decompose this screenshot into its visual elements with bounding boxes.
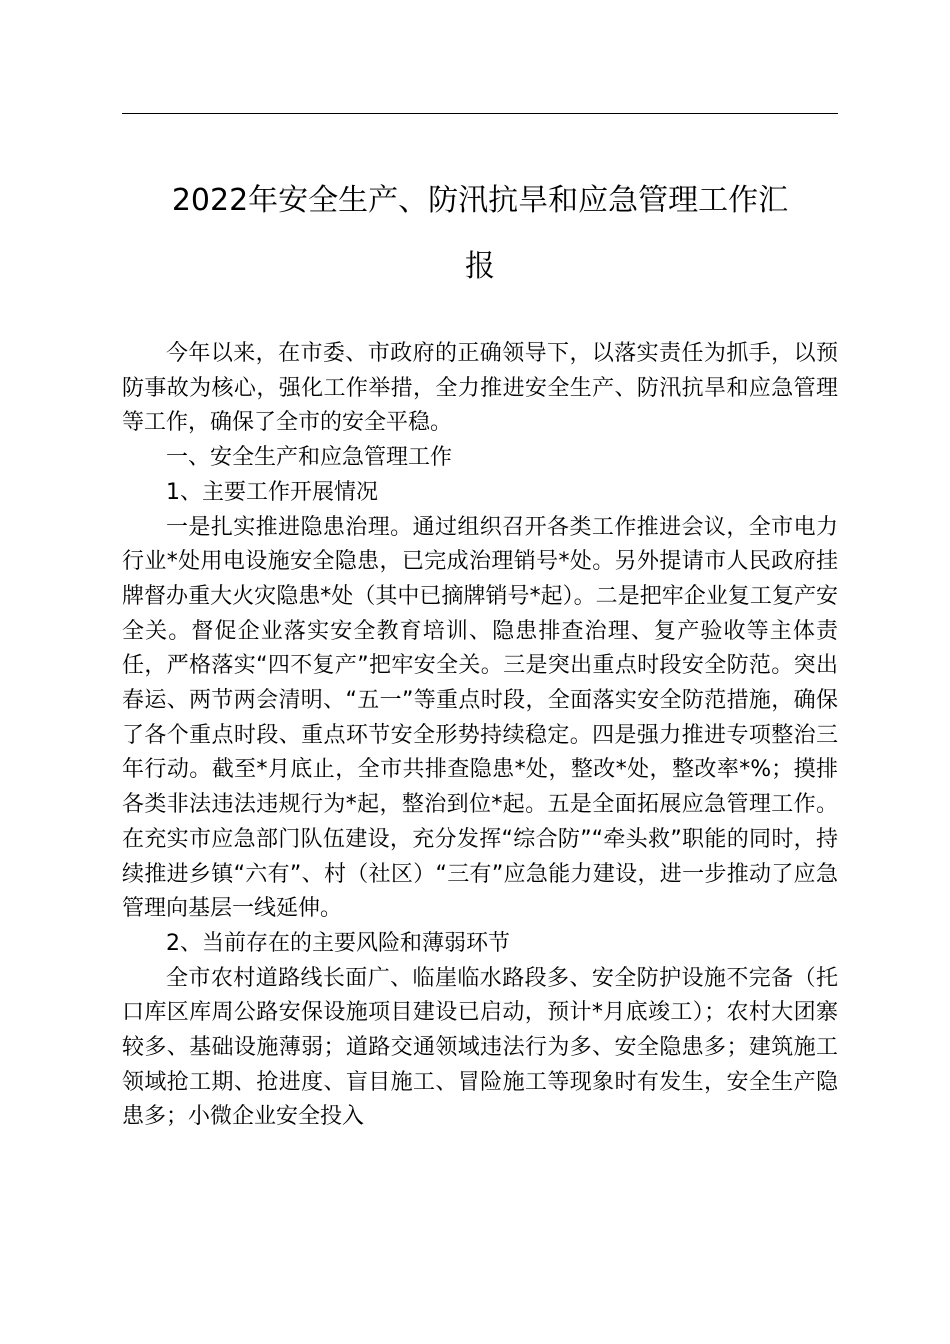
header-rule [122,113,838,114]
subsection-1-heading: 1、主要工作开展情况 [166,479,378,505]
document-body [122,337,838,1135]
intro-paragraph: 今年以来，在市委、市政府的正确领导下，以落实责任为抓手，以预防事故为核心，强化工作举措，全力推进安全生产、防汛抗旱和应急管理等工作，确保了全市的安全平稳。 [122,341,838,436]
title-line-1: 2022年安全生产、防汛抗旱和应急管理工作汇 [171,183,789,218]
title-line-2: 报 [465,249,495,284]
subsection-2-paragraph: 全市农村道路线长面广、临崖临水路段多、安全防护设施不完备（托口库区库周公路安保设施项目建设已启动，预计*月底竣工）；农村大团寨较多、基础设施薄弱；道路交通领域违法行为多、安全隐患多；建筑施工领域抢工期、抢进度、盲目施工、冒险施工等现象时有发生，安全生产隐患多；小微企业安全投入 [122,965,838,1130]
section-1-heading: 一、安全生产和应急管理工作 [166,445,453,471]
subsection-2-heading: 2、当前存在的主要风险和薄弱环节 [166,930,510,956]
subsection-1-paragraph: 一是扎实推进隐患治理。通过组织召开各类工作推进会议，全市电力行业*处用电设施安全隐患，已完成治理销号*处。另外提请市人民政府挂牌督办重大火灾隐患*处（其中已摘牌销号*起）。二是把牢企业复工复产安全关。督促企业落实安全教育培训、隐患排查治理、复产验收等主体责任，严格落实“四不复产”把牢安全关。三是突出重点时段安全防范。突出春运、两节两会清明、“五一”等重点时段，全面落实安全防范措施，确保了各个重点时段、重点环节安全形势持续稳定。四是强力推进专项整治三年行动。截至*月底止，全市共排查隐患*处，整改*处，整改率*%；摸排各类非法违法违规行为*起，整治到位*起。五是全面拓展应急管理工作。在充实市应急部门队伍建设，充分发挥“综合防”“牵头救”职能的同时，持续推进乡镇“六有”、村（社区）“三有”应急能力建设，进一步推动了应急管理向基层一线延伸。 [122,514,838,922]
document-title [110,168,850,300]
